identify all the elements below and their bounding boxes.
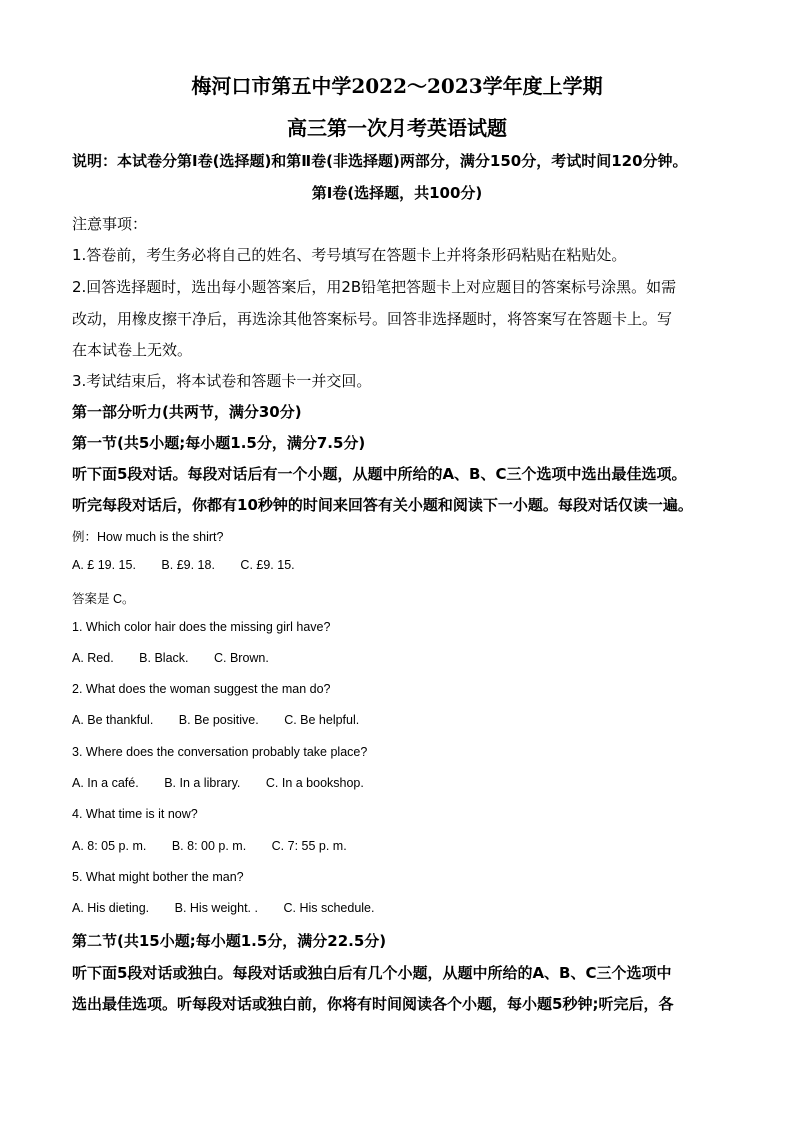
volume-heading: 第Ⅰ卷(选择题，共100分) bbox=[311, 184, 483, 202]
option-a: A. In a café. bbox=[72, 776, 139, 790]
notes-heading: 注意事项： bbox=[72, 215, 148, 233]
option-a: A. £ 19. 15. bbox=[72, 558, 136, 572]
question-1-options bbox=[72, 651, 732, 665]
section1-instruction-line-2: 听完每段对话后，你都有10秒钟的时间来回答有关小题和阅读下一小题。每段对话仅读一遍。 bbox=[72, 496, 693, 514]
question-4-options bbox=[72, 839, 732, 853]
section2-instruction-line-2: 选出最佳选项。听每段对话或独白前，你将有时间阅读各个小题，每小题5秒钟;听完后，各 bbox=[72, 995, 674, 1013]
option-b: B. 8: 00 p. m. bbox=[171, 839, 247, 853]
option-c: C. His schedule. bbox=[283, 901, 375, 915]
question-3: 3. Where does the conversation probably take place? bbox=[72, 745, 368, 759]
question-4: 4. What time is it now? bbox=[72, 807, 198, 821]
question-1: 1. Which color hair does the missing girl have? bbox=[72, 620, 331, 634]
option-c: C. Be helpful. bbox=[284, 713, 360, 727]
section1-instruction-line-1: 听下面5段对话。每段对话后有一个小题，从题中所给的A、B、C三个选项中选出最佳选项。 bbox=[72, 465, 687, 483]
section1-heading: 第一节(共5小题;每小题1.5分，满分7.5分) bbox=[72, 434, 366, 452]
option-b: B. Black. bbox=[139, 651, 189, 665]
option-c: C. 7: 55 p. m. bbox=[271, 839, 347, 853]
part1-heading: 第一部分听力(共两节，满分30分) bbox=[72, 403, 302, 421]
exam-subtitle: 高三第一次月考英语试题 bbox=[287, 116, 507, 140]
option-b: B. His weight. . bbox=[174, 901, 258, 915]
note-item-1: 1.答卷前，考生务必将自己的姓名、考号填写在答题卡上并将条形码粘贴在粘贴处。 bbox=[72, 246, 627, 264]
section2-heading: 第二节(共15小题;每小题1.5分，满分22.5分) bbox=[72, 932, 387, 950]
option-b: B. Be positive. bbox=[178, 713, 259, 727]
example-answer: 答案是 C。 bbox=[72, 592, 135, 606]
question-2-options bbox=[72, 713, 732, 727]
option-a: A. His dieting. bbox=[72, 901, 150, 915]
example-options bbox=[72, 558, 732, 572]
option-a: A. Be thankful. bbox=[72, 713, 154, 727]
question-3-options bbox=[72, 776, 732, 790]
option-b: B. £9. 18. bbox=[161, 558, 215, 572]
example-question: 例：How much is the shirt? bbox=[72, 530, 224, 544]
note-item-2-line-2: 改动，用橡皮擦干净后，再选涂其他答案标号。回答非选择题时，将答案写在答题卡上。写 bbox=[72, 310, 673, 328]
option-c: C. In a bookshop. bbox=[265, 776, 364, 790]
question-2: 2. What does the woman suggest the man do? bbox=[72, 682, 331, 696]
question-5: 5. What might bother the man? bbox=[72, 870, 244, 884]
option-c: C. Brown. bbox=[213, 651, 269, 665]
option-a: A. Red. bbox=[72, 651, 114, 665]
option-a: A. 8: 05 p. m. bbox=[72, 839, 147, 853]
exam-description: 说明：本试卷分第Ⅰ卷(选择题)和第Ⅱ卷(非选择题)两部分，满分150分，考试时间120分钟。 bbox=[72, 152, 688, 170]
section2-instruction-line-1: 听下面5段对话或独白。每段对话或独白后有几个小题，从题中所给的A、B、C三个选项中 bbox=[72, 964, 672, 982]
note-item-2-line-1: 2.回答选择题时，选出每小题答案后，用2B铅笔把答题卡上对应题目的答案标号涂黑。如需 bbox=[72, 278, 677, 296]
note-item-3: 3.考试结束后，将本试卷和答题卡一并交回。 bbox=[72, 372, 372, 390]
exam-title: 梅河口市第五中学2022～2023学年度上学期 bbox=[191, 74, 603, 98]
option-c: C. £9. 15. bbox=[240, 558, 295, 572]
question-5-options bbox=[72, 901, 732, 915]
note-item-2-line-3: 在本试卷上无效。 bbox=[72, 341, 193, 359]
option-b: B. In a library. bbox=[164, 776, 241, 790]
